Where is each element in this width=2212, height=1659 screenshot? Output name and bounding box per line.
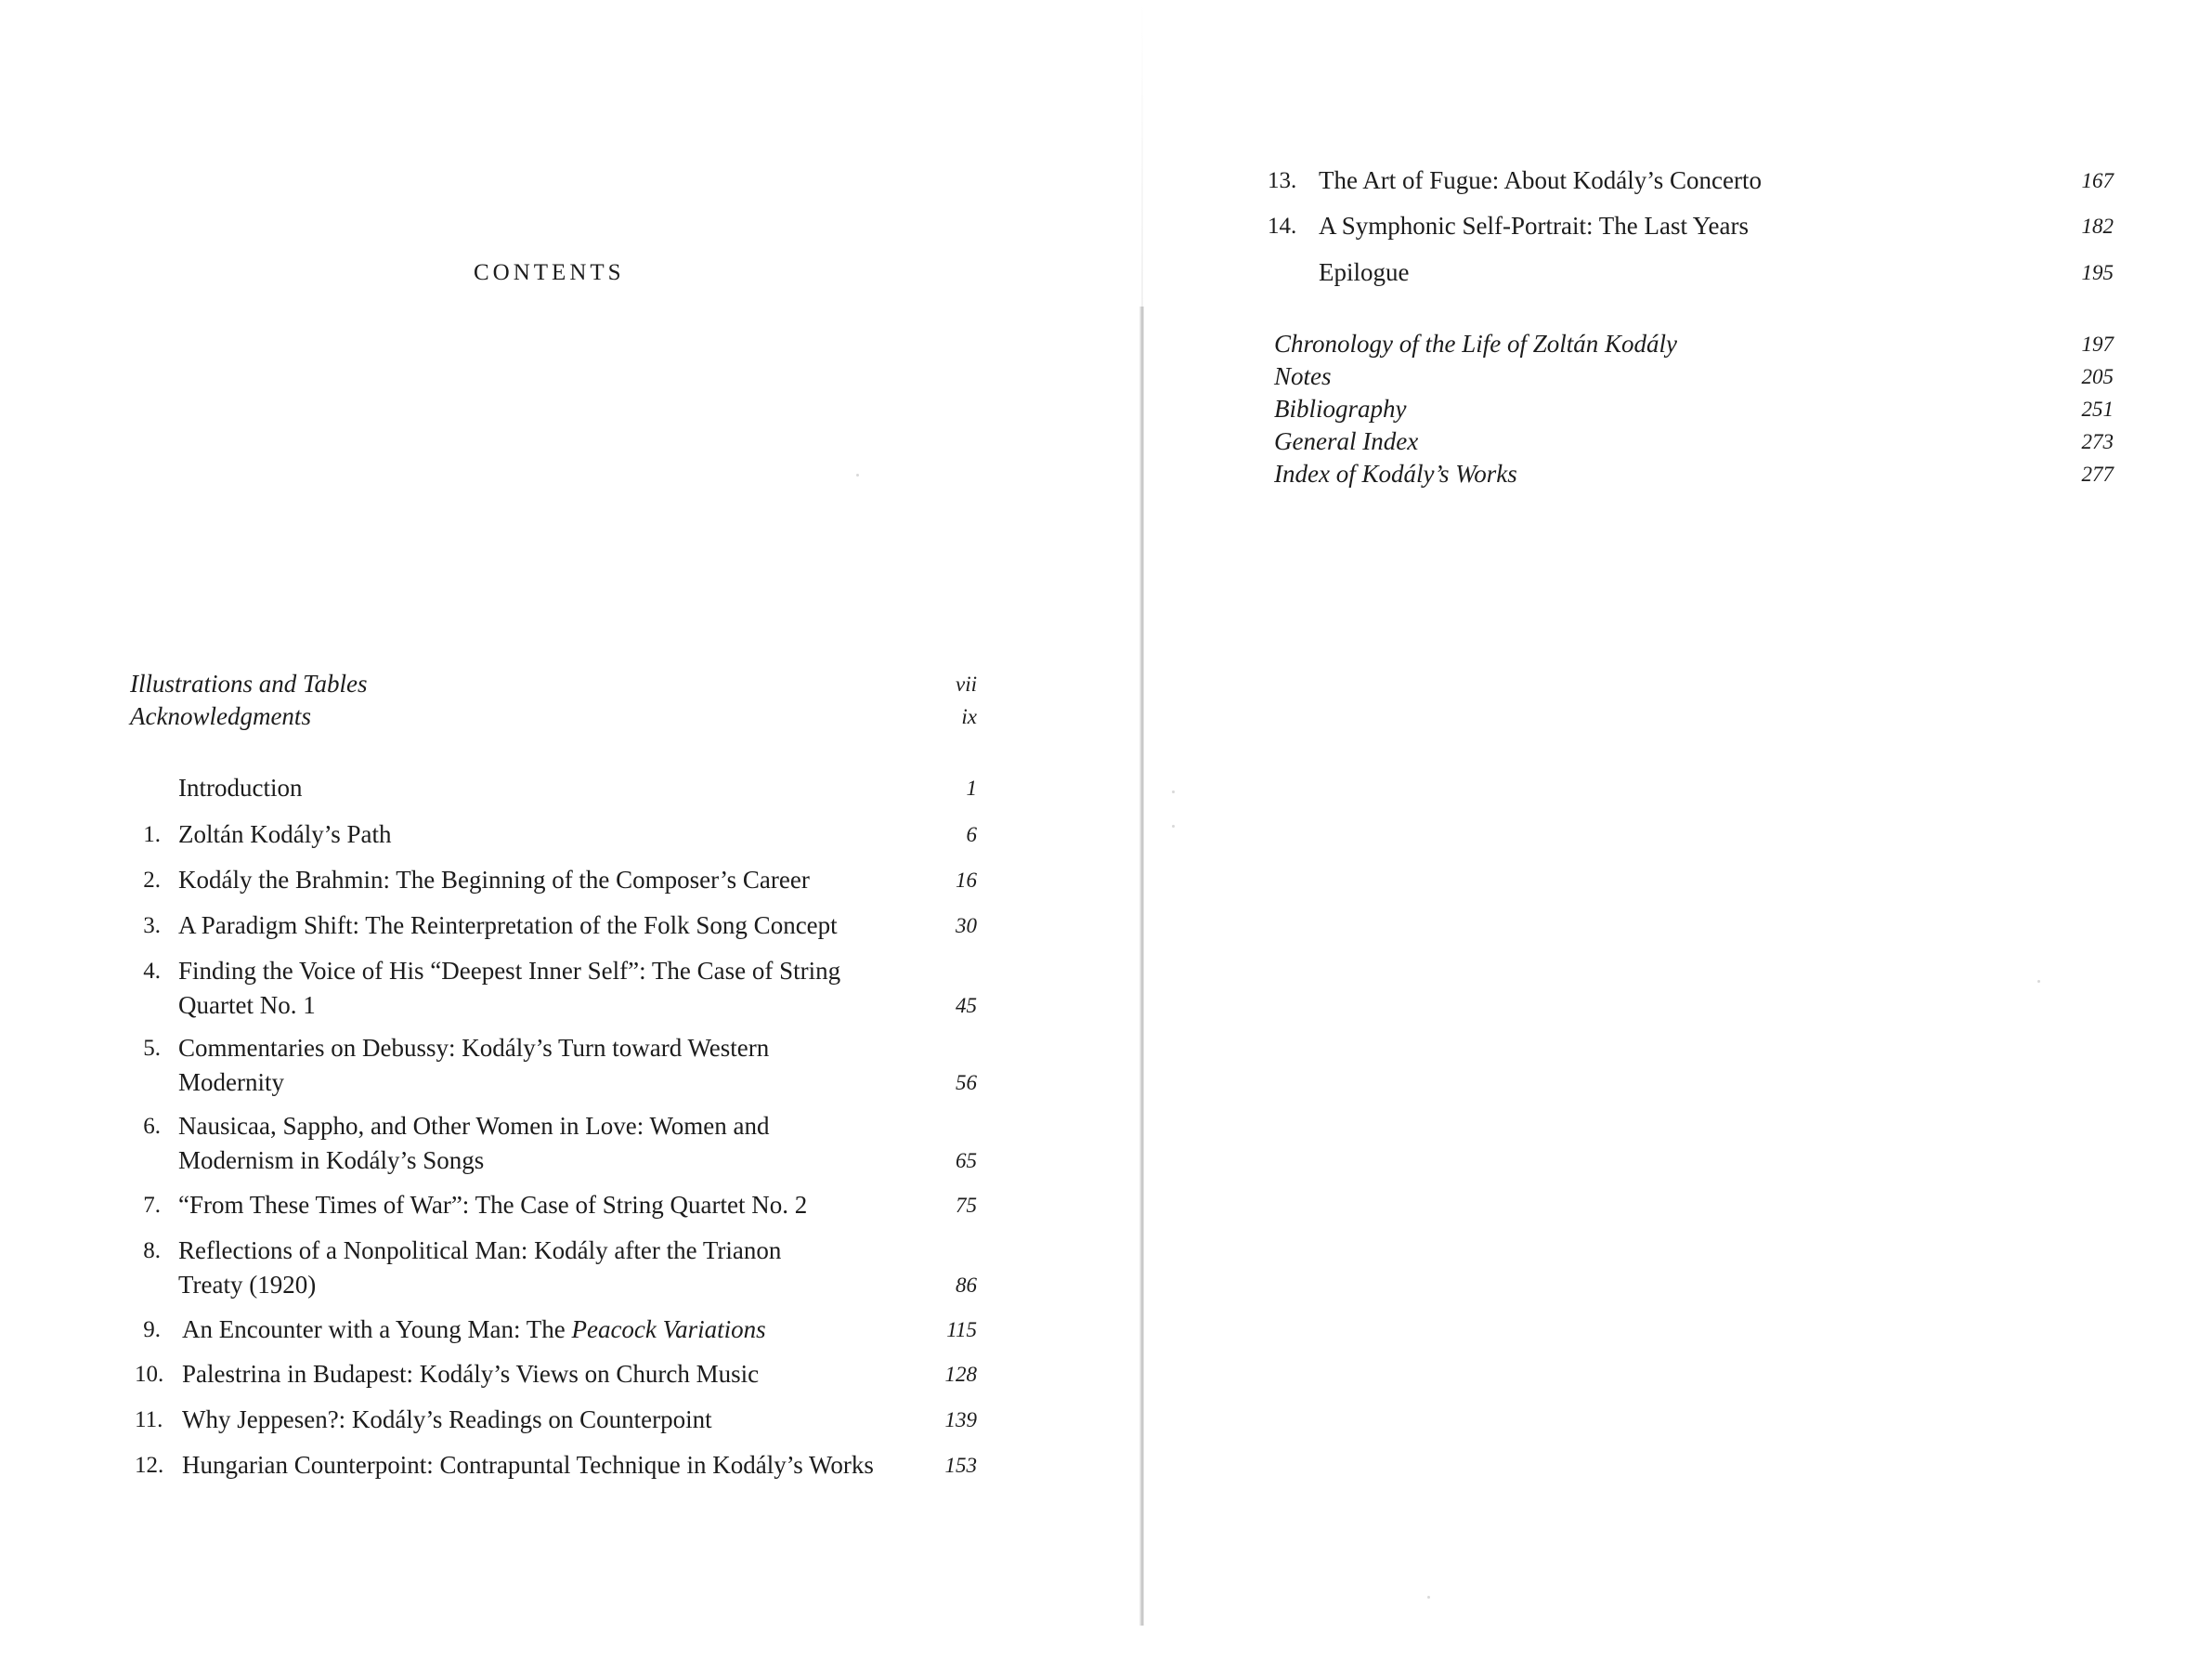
chapter-title-line: Commentaries on Debussy: Kodály’s Turn toward Western — [178, 1034, 770, 1062]
chapter-number: 1. — [143, 822, 161, 847]
toc-chapter-epilogue[interactable]: Epilogue — [1319, 258, 1410, 286]
chapter-number: 2. — [143, 868, 161, 893]
toc-chapter-5[interactable] — [178, 1031, 921, 1100]
toc-entry-page: 182 — [2081, 215, 2114, 238]
toc-entry-page: 86 — [956, 1274, 977, 1297]
toc-entry-title: Acknowledgments — [130, 702, 311, 730]
toc-chapter-9[interactable] — [182, 1313, 925, 1347]
toc-entry-page: 16 — [956, 869, 977, 892]
chapter-title-line: Modernity — [178, 1068, 284, 1096]
toc-entry-page: 56 — [956, 1071, 977, 1094]
paper-speck — [1172, 825, 1175, 828]
toc-entry-bibliography[interactable]: Bibliography — [1274, 395, 1407, 423]
toc-chapter-3[interactable]: A Paradigm Shift: The Reinterpretation of the Folk Song Concept — [178, 911, 838, 939]
toc-entry-page: 128 — [944, 1363, 977, 1386]
paper-speck — [1427, 1596, 1430, 1599]
toc-entry-page: 273 — [2081, 430, 2114, 453]
chapter-number: 7. — [143, 1193, 161, 1218]
chapter-number: 8. — [143, 1238, 161, 1263]
toc-entry-page: 75 — [956, 1194, 977, 1217]
toc-entry-page: 30 — [956, 914, 977, 937]
chapter-number: 13. — [1268, 168, 1297, 193]
paper-speck — [2037, 980, 2040, 983]
chapter-number: 3. — [143, 913, 161, 938]
page-gutter-top — [1141, 0, 1143, 307]
toc-chapter-11[interactable]: Why Jeppesen?: Kodály’s Readings on Counterpoint — [182, 1405, 712, 1433]
contents-heading: CONTENTS — [474, 260, 625, 285]
chapter-number: 4. — [143, 959, 161, 984]
toc-entry-page: 251 — [2081, 398, 2114, 421]
toc-entry-chronology[interactable]: Chronology of the Life of Zoltán Kodály — [1274, 330, 1678, 358]
toc-entry-page: 197 — [2081, 333, 2114, 356]
paper-speck — [1172, 790, 1175, 793]
toc-chapter-14[interactable]: A Symphonic Self-Portrait: The Last Years — [1319, 212, 1749, 240]
toc-chapter-8[interactable] — [178, 1234, 921, 1302]
toc-entry-page: 1 — [966, 777, 977, 800]
toc-entry-page: 153 — [944, 1454, 977, 1477]
chapter-number: 10. — [135, 1362, 164, 1387]
toc-entry-page: 277 — [2081, 463, 2114, 486]
toc-entry-title: Illustrations and Tables — [130, 670, 368, 698]
toc-chapter-2[interactable]: Kodály the Brahmin: The Beginning of the Composer’s Career — [178, 866, 810, 894]
toc-entry-page: 115 — [946, 1318, 977, 1341]
toc-chapter-13[interactable]: The Art of Fugue: About Kodály’s Concerto — [1319, 166, 1762, 194]
toc-entry-notes[interactable]: Notes — [1274, 362, 1332, 390]
toc-entry-page: 45 — [956, 994, 977, 1017]
chapter-title-line: Nausicaa, Sappho, and Other Women in Love: Women and — [178, 1112, 770, 1140]
chapter-number: 5. — [143, 1036, 161, 1061]
toc-entry-page: 205 — [2081, 365, 2114, 388]
chapter-title-line: Finding the Voice of His “Deepest Inner Self”: The Case of String — [178, 957, 841, 985]
toc-entry-page: 195 — [2081, 261, 2114, 284]
toc-chapter-introduction[interactable]: Introduction — [178, 774, 303, 802]
chapter-title-line: Reflections of a Nonpolitical Man: Kodály after the Trianon — [178, 1236, 782, 1264]
page-gutter — [1139, 307, 1144, 1626]
chapter-number: 14. — [1268, 214, 1297, 239]
toc-chapter-1[interactable]: Zoltán Kodály’s Path — [178, 820, 392, 848]
toc-entry-page: 139 — [944, 1408, 977, 1431]
toc-chapter-6[interactable] — [178, 1109, 921, 1178]
chapter-title-line: Modernism in Kodály’s Songs — [178, 1146, 485, 1174]
toc-chapter-10[interactable]: Palestrina in Budapest: Kodály’s Views on Church Music — [182, 1360, 760, 1388]
chapter-title-line: Treaty (1920) — [178, 1271, 317, 1299]
toc-entry-page: vii — [956, 673, 977, 696]
toc-entry-illustrations[interactable] — [130, 667, 368, 701]
chapter-title-text: An Encounter with a Young Man: The — [182, 1315, 572, 1343]
toc-entry-page: ix — [961, 705, 977, 728]
chapter-number: 11. — [135, 1407, 163, 1432]
chapter-number: 9. — [143, 1317, 161, 1342]
toc-entry-works-index[interactable]: Index of Kodály’s Works — [1274, 460, 1517, 488]
toc-entry-page: 65 — [956, 1149, 977, 1172]
toc-entry-page: 167 — [2081, 169, 2114, 192]
chapter-title-line: Quartet No. 1 — [178, 991, 316, 1019]
toc-chapter-7[interactable]: “From These Times of War”: The Case of String Quartet No. 2 — [178, 1191, 808, 1219]
chapter-title-work: Peacock Variations — [571, 1315, 766, 1343]
toc-entry-general-index[interactable]: General Index — [1274, 427, 1419, 455]
paper-speck — [856, 474, 859, 477]
toc-entry-page: 6 — [966, 823, 977, 846]
chapter-number: 6. — [143, 1114, 161, 1139]
chapter-number: 12. — [135, 1453, 164, 1478]
toc-chapter-12[interactable]: Hungarian Counterpoint: Contrapuntal Technique in Kodály’s Works — [182, 1451, 874, 1479]
toc-entry-acknowledgments[interactable] — [130, 699, 311, 734]
toc-chapter-4[interactable] — [178, 954, 921, 1023]
